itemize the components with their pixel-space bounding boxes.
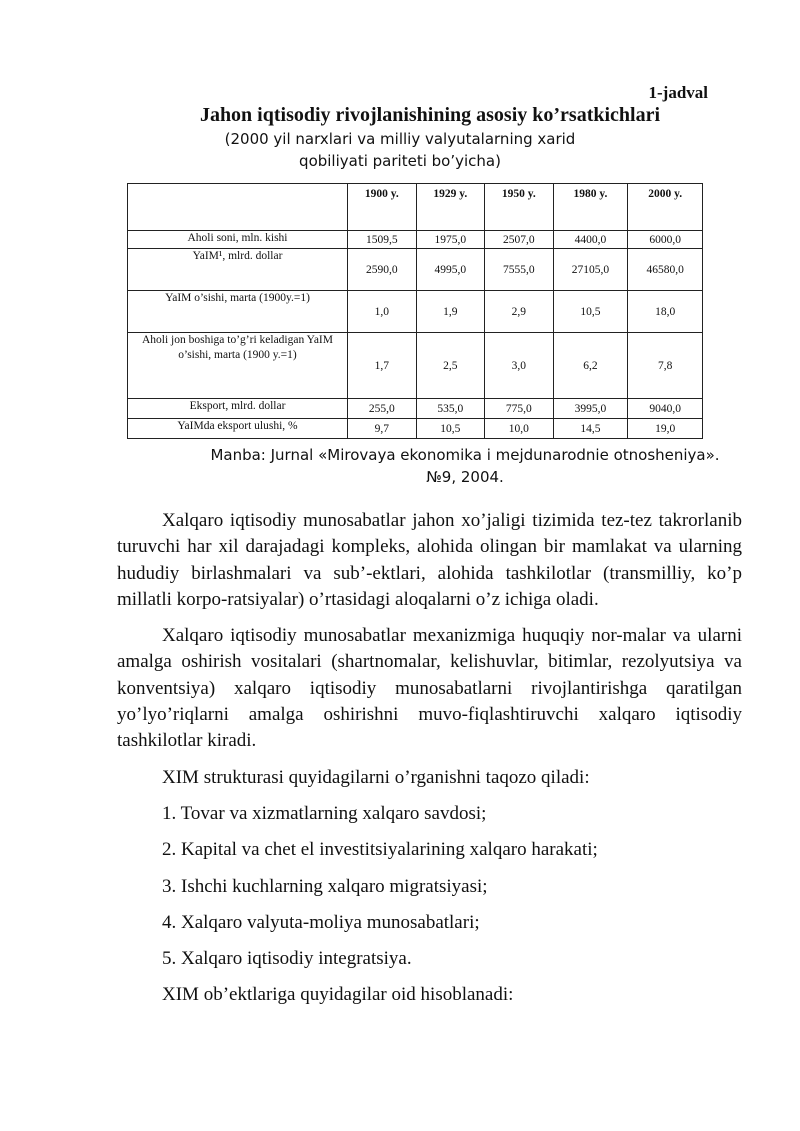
- row-label: Aholi soni, mln. kishi: [128, 231, 348, 249]
- table-cell: 4995,0: [416, 249, 485, 291]
- table-cell: 19,0: [628, 419, 703, 439]
- column-header: 1980 y.: [553, 184, 628, 231]
- table-cell: 3995,0: [553, 399, 628, 419]
- table-cell: 1509,5: [348, 231, 417, 249]
- table-cell: 1,9: [416, 291, 485, 333]
- source-line-2: №9, 2004.: [426, 468, 504, 486]
- table-cell: 10,0: [485, 419, 554, 439]
- column-header: 2000 y.: [628, 184, 703, 231]
- list-item: 5. Xalqaro iqtisodiy integratsiya.: [162, 948, 412, 970]
- table-row: [128, 419, 703, 439]
- paragraph-2: Xalqaro iqtisodiy munosabatlar mexanizmiga huquqiy nor-malar va ularni amalga oshirish vositalari (shartnomalar, kelishuvlar, bitimlar, rezolyutsiya va konventsiya) xalqaro iqtisodiy munosabatlarni rivojlantirishga qaratilgan yo’lyo’riqlarni amalga oshirishni muvo-fiqlashtiruvchi xalqaro iqtisodiy tashkilotlar kiradi.: [117, 625, 742, 752]
- table-source: [0, 444, 800, 488]
- table-cell: 775,0: [485, 399, 554, 419]
- table-row: [128, 291, 703, 333]
- table-cell: 18,0: [628, 291, 703, 333]
- list-item: 3. Ishchi kuchlarning xalqaro migratsiyasi;: [162, 875, 488, 897]
- row-label: YaIM¹, mlrd. dollar: [128, 249, 348, 291]
- table-cell: 2,5: [416, 333, 485, 399]
- body-text: [117, 508, 742, 1019]
- row-label: Aholi jon boshiga to’g’ri keladigan YaIM o’sishi, marta (1900 y.=1): [128, 333, 348, 399]
- table-cell: 2,9: [485, 291, 554, 333]
- table-header-row: [128, 184, 703, 231]
- table-cell: 1,0: [348, 291, 417, 333]
- table-cell: 4400,0: [553, 231, 628, 249]
- table-corner-cell: [128, 184, 348, 231]
- table-cell: 7555,0: [485, 249, 554, 291]
- table-cell: 27105,0: [553, 249, 628, 291]
- table-row: [128, 249, 703, 291]
- table-cell: 255,0: [348, 399, 417, 419]
- table-cell: 7,8: [628, 333, 703, 399]
- list-item: 2. Kapital va chet el investitsiyalarining xalqaro harakati;: [162, 839, 598, 861]
- row-label: Eksport, mlrd. dollar: [128, 399, 348, 419]
- indicators-table: [127, 183, 703, 439]
- table-cell: 535,0: [416, 399, 485, 419]
- list-item: 1. Tovar va xizmatlarning xalqaro savdosi;: [162, 802, 487, 824]
- table-cell: 6000,0: [628, 231, 703, 249]
- table-cell: 46580,0: [628, 249, 703, 291]
- paragraph-1: Xalqaro iqtisodiy munosabatlar jahon xo’jaligi tizimida tez-tez takrorlanib turuvchi har xil darajadagi kompleks, alohida olingan bir mamlakat va ularning hududiy birlashmalari va sub’-ektlari, alohida tashkilotlar (transmilliy, ko’p millatli korpo-ratsiyalar) o’rtasidagi aloqalarni o’z ichiga oladi.: [117, 510, 742, 610]
- table-cell: 2590,0: [348, 249, 417, 291]
- table-cell: 1,7: [348, 333, 417, 399]
- table-cell: 10,5: [416, 419, 485, 439]
- table-cell: 6,2: [553, 333, 628, 399]
- table-subtitle-line-2: qobiliyati pariteti bo’yicha): [299, 152, 501, 170]
- table-number-label: 1-jadval: [648, 83, 708, 102]
- table-subtitle: [0, 128, 800, 172]
- table-row: [128, 333, 703, 399]
- source-line-1: Manba: Jurnal «Mirovaya ekonomika i mejdunarodnie otnosheniya».: [210, 446, 720, 464]
- table-cell: 2507,0: [485, 231, 554, 249]
- table-cell: 14,5: [553, 419, 628, 439]
- list-item: 4. Xalqaro valyuta-moliya munosabatlari;: [162, 911, 480, 933]
- table-cell: 1975,0: [416, 231, 485, 249]
- column-header: 1900 y.: [348, 184, 417, 231]
- table-cell: 3,0: [485, 333, 554, 399]
- paragraph-4: XIM ob’ektlariga quyidagilar oid hisoblanadi:: [162, 984, 514, 1006]
- table-row: [128, 399, 703, 419]
- row-label: YaIM o’sishi, marta (1900y.=1): [128, 291, 348, 333]
- table-cell: 10,5: [553, 291, 628, 333]
- table-title: Jahon iqtisodiy rivojlanishining asosiy ko’rsatkichlari: [199, 104, 661, 126]
- column-header: 1929 y.: [416, 184, 485, 231]
- table-cell: 9040,0: [628, 399, 703, 419]
- column-header: 1950 y.: [485, 184, 554, 231]
- table-cell: 9,7: [348, 419, 417, 439]
- table-subtitle-line-1: (2000 yil narxlari va milliy valyutalarning xarid: [224, 130, 576, 148]
- paragraph-3: XIM strukturasi quyidagilarni o’rganishni taqozo qiladi:: [162, 766, 590, 788]
- table-row: [128, 231, 703, 249]
- row-label: YaIMda eksport ulushi, %: [128, 419, 348, 439]
